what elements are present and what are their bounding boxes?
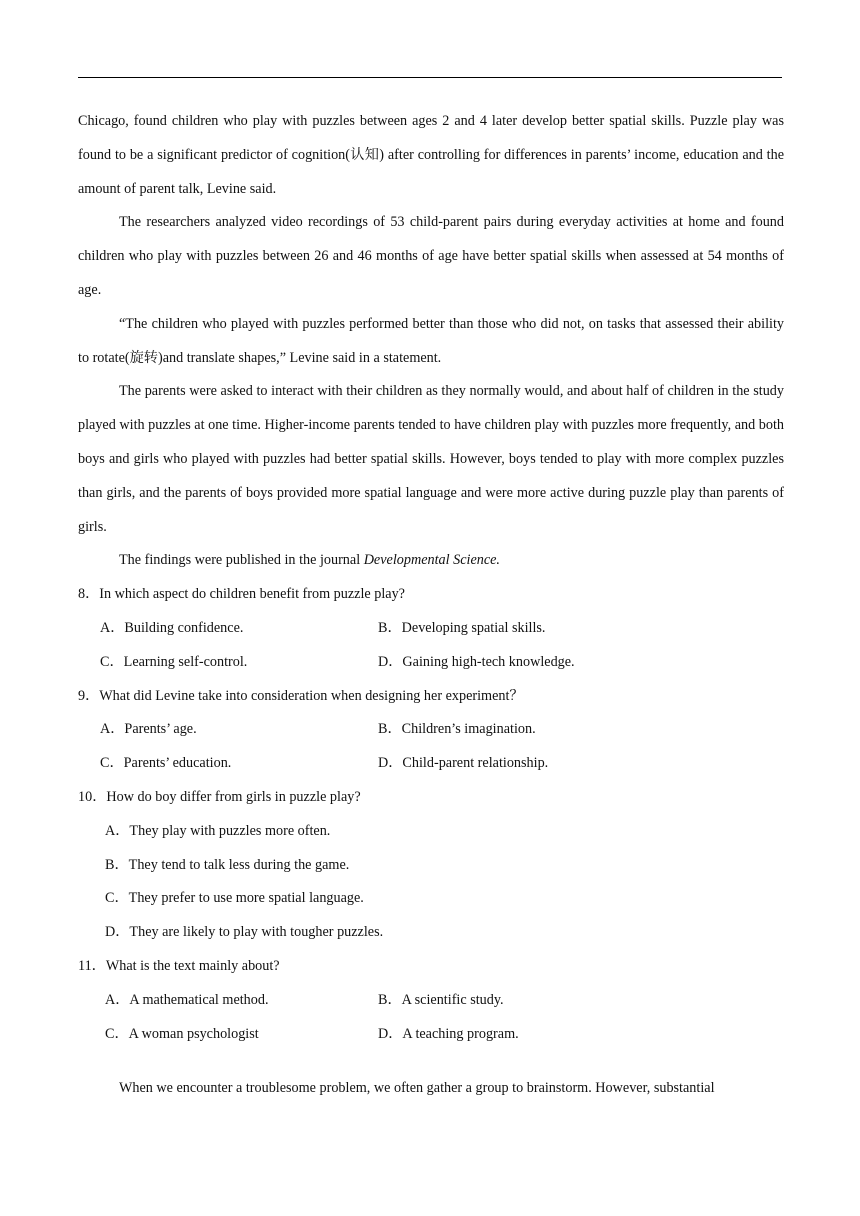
question-8-options-row-1 <box>78 612 784 646</box>
question-9-option-b: B．Children’s imagination. <box>378 721 536 738</box>
question-8-options-row-2 <box>78 646 784 680</box>
paragraph-5 <box>78 544 784 578</box>
journal-name: Developmental Science. <box>363 552 500 569</box>
question-8-stem: 8．In which aspect do children benefit from puzzle play? <box>78 586 405 603</box>
question-10-option-a: A．They play with puzzles more often. <box>105 822 331 839</box>
paragraph-6: When we encounter a troublesome problem, we often gather a group to brainstorm. However, substantial <box>119 1080 715 1097</box>
question-8-option-c: C．Learning self-control. <box>100 653 248 670</box>
question-9-options-row-2 <box>78 747 784 781</box>
question-9-option-c: C．Parents’ education. <box>100 755 232 772</box>
question-11-option-a: A．A mathematical method. <box>105 991 269 1008</box>
question-10-stem: 10．How do boy differ from girls in puzzle play? <box>78 788 361 805</box>
question-10-option-b: B．They tend to talk less during the game. <box>105 856 350 873</box>
paragraph-5-text: The findings were published in the journal <box>119 552 364 569</box>
question-8-option-a: A．Building confidence. <box>100 619 244 636</box>
question-11-options-row-1 <box>78 984 784 1018</box>
paragraph-2: The researchers analyzed video recordings of 53 child-parent pairs during everyday activities at home and found children who play with puzzles between 26 and 46 months of age have better spatial skills when assessed at 54 months of age. <box>78 214 784 298</box>
paragraph-4: The parents were asked to interact with their children as they normally would, and about half of children in the study played with puzzles at one time. Higher-income parents tended to have children play with puzzles more frequently, and both boys and girls who played with puzzles had better spatial skills. However, boys tended to play with more complex puzzles than girls, and the parents of boys provided more spatial language and were more active during puzzle play than parents of girls. <box>78 383 784 535</box>
question-9-options-row-1 <box>78 713 784 747</box>
section-gap <box>78 1051 784 1072</box>
paragraph-1: Chicago, found children who play with puzzles between ages 2 and 4 later develop better spatial skills. Puzzle play was found to be a significant predictor of cognition(认知) after controlling for differences in parents’ income, education and the amount of parent talk, Levine said. <box>78 113 784 197</box>
question-9-option-d: D．Child-parent relationship. <box>378 755 549 772</box>
question-11-options-row-2 <box>78 1018 784 1052</box>
question-9-stem: 9．What did Levine take into consideration when designing her experiment？ <box>78 687 524 704</box>
question-11-option-b: B．A scientific study. <box>378 991 504 1008</box>
paragraph-3: “The children who played with puzzles performed better than those who did not, on tasks that assessed their ability to rotate(旋转)and translate shapes,” Levine said in a statement. <box>78 315 784 366</box>
question-10-option-d: D．They are likely to play with tougher puzzles. <box>105 924 384 941</box>
question-11-option-c: C．A woman psychologist <box>105 1025 259 1042</box>
passage-content <box>78 105 784 1106</box>
question-10-option-c: C．They prefer to use more spatial language. <box>105 890 364 907</box>
header-rule <box>78 77 782 78</box>
question-9-option-a: A．Parents’ age. <box>100 721 197 738</box>
question-11-option-d: D．A teaching program. <box>378 1025 519 1042</box>
question-8-option-b: B．Developing spatial skills. <box>378 619 546 636</box>
question-11-stem: 11．What is the text mainly about? <box>78 957 280 974</box>
question-8-option-d: D．Gaining high-tech knowledge. <box>378 653 575 670</box>
